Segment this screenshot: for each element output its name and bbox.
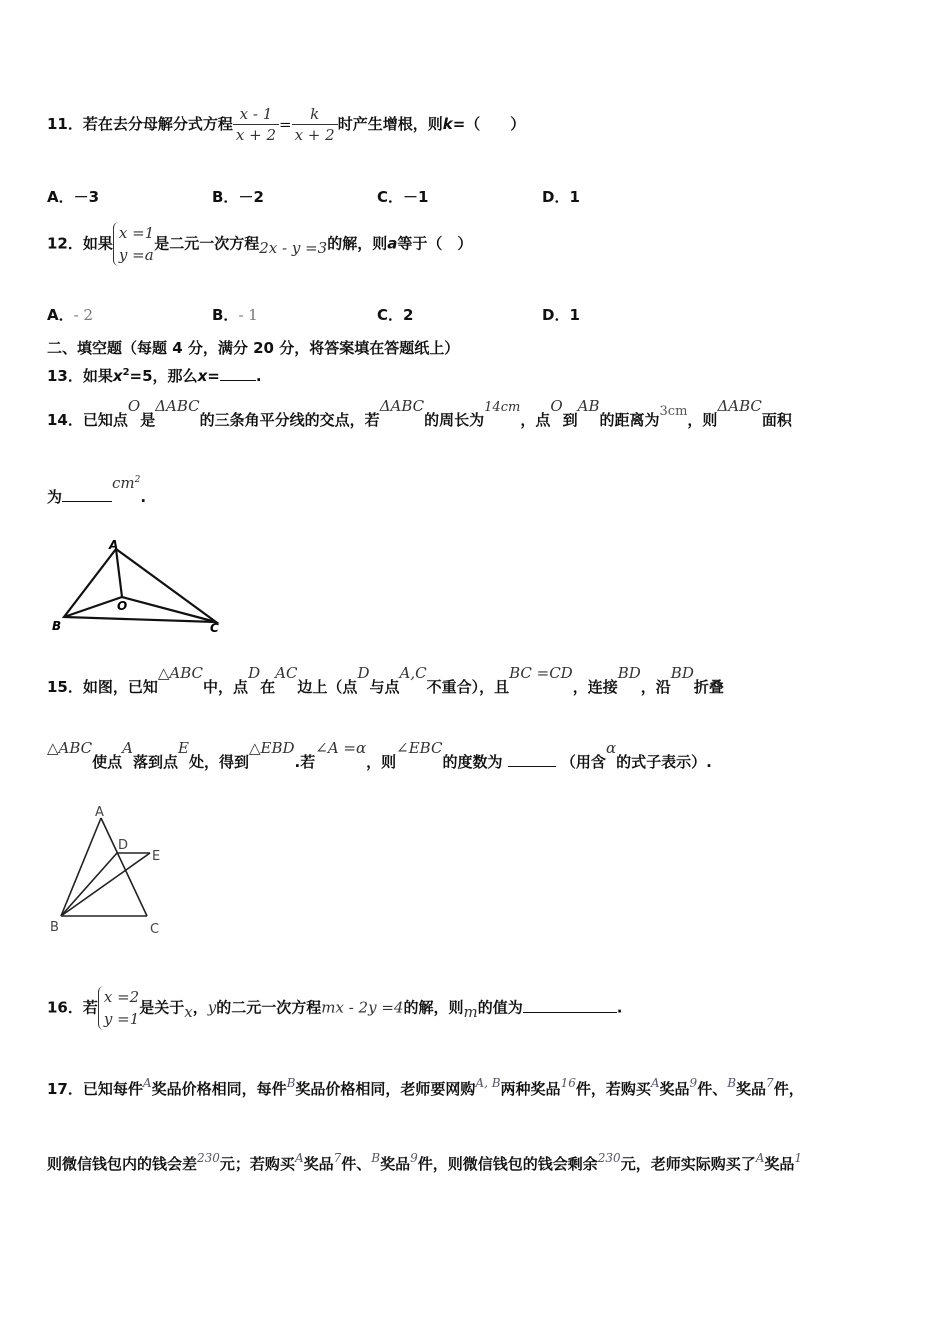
q16-t2: 是关于: [139, 998, 185, 1017]
q15-t6: 不重合），且: [426, 678, 510, 696]
q15-t4: 边上（点: [297, 678, 358, 696]
q14-t6: 到: [562, 411, 578, 429]
question-16: [47, 986, 622, 1030]
q17-l1-seg-2: 奖品价格相同，每件: [151, 1080, 287, 1098]
section-2-title: 二、填空题（每题 4 分，满分 20 分，将答案填在答题纸上）: [47, 339, 460, 357]
q15-side-ac: [101, 818, 147, 916]
q14-seg: AB: [577, 397, 600, 415]
q15-d2: D: [357, 664, 370, 682]
q15-alpha: α: [605, 739, 617, 757]
q12-option-c-label: C．: [377, 306, 404, 324]
q15-number: 15．: [47, 678, 83, 696]
q16-t5: 的值为: [477, 998, 523, 1017]
q17-l1-seg-0: 已知每件: [82, 1080, 143, 1098]
q11-option-b: [212, 186, 264, 207]
q17-l2-seg-1: 230: [197, 1151, 220, 1165]
q11-rhs-numerator: k: [292, 104, 338, 125]
q14-bisector-c: [122, 597, 216, 622]
q12-option-a-value: - 2: [73, 306, 93, 324]
q15-t5: 与点: [369, 678, 400, 696]
q12-system-line2: y =a: [118, 246, 154, 264]
q11-var: k: [442, 115, 453, 133]
q14-label-a: A: [109, 538, 119, 552]
q16-comma: ，: [192, 998, 208, 1017]
q14-t4: 的周长为: [424, 411, 485, 429]
q12-var: a: [387, 234, 398, 253]
q11-option-d: [542, 186, 580, 207]
q17-l2-seg-13: A: [755, 1151, 765, 1165]
q12-option-c-value: 2: [403, 306, 414, 324]
q12-option-c: [377, 304, 413, 325]
q13-text-mid: =5，那么: [129, 367, 198, 385]
q17-l1-seg-8: 件，若购买: [575, 1080, 651, 1098]
question-15-line2: [47, 739, 712, 772]
q12-system: [113, 222, 154, 266]
q16-answer-blank[interactable]: [523, 998, 617, 1013]
q17-l2-seg-0: 则微信钱包内的钱会差: [47, 1155, 198, 1173]
q17-l1-seg-4: 奖品价格相同，老师要网购: [295, 1080, 476, 1098]
q15-t11: 落到点: [133, 753, 179, 771]
q16-system-line1: x =2: [103, 988, 140, 1006]
q17-l2-seg-4: 奖品: [303, 1155, 334, 1173]
q14-label-o: O: [117, 599, 128, 613]
q17-l1-seg-5: A, B: [475, 1076, 501, 1090]
q14-t10: 为: [47, 488, 63, 506]
q11-option-d-value: 1: [569, 188, 580, 206]
q15-t2: 中，点: [203, 678, 249, 696]
q11-rhs-denominator: x + 2: [294, 126, 335, 144]
q13-text-before: 如果: [82, 367, 113, 385]
q14-tri2: ΔABC: [379, 397, 425, 415]
q11-lhs-denominator: x + 2: [235, 126, 276, 144]
q13-end: .: [255, 367, 262, 385]
q11-text-before: 若在去分母解分式方程: [82, 115, 233, 133]
q15-tri1: △ABC: [157, 664, 204, 682]
q15-t17: 的式子表示）.: [616, 753, 712, 771]
q16-t1: 若: [82, 998, 98, 1017]
q14-bisector-a: [116, 549, 122, 597]
q16-end: .: [616, 998, 623, 1017]
q17-l2-seg-8: 奖品: [380, 1155, 411, 1173]
q12-tail: 等于（ ）: [397, 234, 473, 253]
q17-l1-seg-9: A: [650, 1076, 660, 1090]
q12-option-d: [542, 304, 580, 325]
q12-text-after: 的解，则: [327, 234, 388, 253]
q14-t2: 是: [140, 411, 156, 429]
q12-text-mid: 是二元一次方程: [154, 234, 260, 253]
q13-number: 13．: [47, 367, 83, 385]
q17-l1-seg-1: A: [142, 1076, 152, 1090]
q14-t1: 已知点: [82, 411, 128, 429]
q16-system: [98, 986, 139, 1030]
q17-l2-seg-6: 件、: [341, 1155, 372, 1173]
q17-number: 17．: [47, 1080, 83, 1098]
q14-o2: O: [550, 397, 563, 415]
q15-e: E: [178, 739, 189, 757]
q17-l2-seg-15: 1: [794, 1151, 803, 1165]
q15-answer-blank[interactable]: [508, 752, 556, 767]
q12-system-line1: x =1: [118, 224, 155, 242]
q15-t9: 折叠: [693, 678, 724, 696]
q13-answer-blank[interactable]: [220, 366, 256, 381]
q15-t10: 使点: [92, 753, 123, 771]
q15-angle2: ∠EBC: [396, 739, 443, 757]
q12-option-b-label: B．: [212, 306, 239, 324]
q11-number: 11．: [47, 115, 83, 133]
q11-text-after: 时产生增根，则: [337, 115, 443, 133]
q14-t7: 的距离为: [599, 411, 660, 429]
q14-t8: ，则: [687, 411, 718, 429]
q14-label-c: C: [210, 621, 219, 635]
q14-perimeter: 14cm: [484, 400, 521, 415]
q14-t9: 面积: [761, 411, 792, 429]
q12-equation: 2x - y =3: [259, 238, 328, 257]
q11-equals: =: [279, 115, 292, 134]
q15-t7: ，连接: [572, 678, 618, 696]
q15-bd1: BD: [617, 664, 641, 682]
q11-tail: =（ ）: [452, 115, 526, 133]
question-17: [47, 1076, 804, 1100]
q17-l1-seg-12: 件、: [697, 1080, 728, 1098]
question-17-line2: [47, 1151, 803, 1175]
q17-l1-seg-6: 两种奖品: [500, 1080, 561, 1098]
question-11: [47, 104, 525, 145]
question-12: [47, 222, 472, 266]
q14-o1: O: [127, 397, 141, 415]
q15-d1: D: [248, 664, 261, 682]
q15-tri2: △ABC: [47, 739, 93, 757]
question-15: [47, 664, 724, 697]
q16-x: x: [184, 1002, 193, 1021]
q16-y: y: [207, 998, 217, 1017]
q17-l2-seg-10: 件，则微信钱包的钱会剩余: [417, 1155, 598, 1173]
q12-option-a-label: A．: [47, 306, 74, 324]
q15-label-b: B: [50, 920, 59, 935]
q17-l1-seg-11: 9: [689, 1076, 698, 1090]
q14-unit-text: cm: [112, 474, 135, 492]
q17-l2-seg-9: 9: [410, 1151, 418, 1165]
q14-end: .: [140, 488, 147, 506]
q11-option-c-value: －1: [403, 188, 429, 206]
q14-answer-blank[interactable]: [62, 487, 112, 502]
q15-label-e: E: [152, 849, 161, 864]
q14-tri1: ΔABC: [155, 397, 200, 415]
q15-seg1: AC: [275, 664, 298, 682]
q15-label-c: C: [150, 922, 160, 937]
q12-option-d-label: D．: [542, 306, 570, 324]
q17-l2-seg-12: 元，老师实际购买了: [620, 1155, 756, 1173]
q17-l2-seg-2: 元；若购买: [219, 1155, 295, 1173]
q15-label-d: D: [118, 838, 129, 853]
q17-l1-seg-10: 奖品: [659, 1080, 690, 1098]
q14-t5: ，点: [520, 411, 551, 429]
q12-number: 12．: [47, 234, 83, 253]
q15-a: A: [122, 739, 134, 757]
q13-expr: x: [112, 367, 123, 385]
q16-t4: 的解，则: [403, 998, 464, 1017]
q12-text-before: 如果: [82, 234, 113, 253]
q11-option-a: [47, 186, 99, 207]
q14-unit-sup: 2: [134, 475, 141, 485]
q12-option-d-value: 1: [569, 306, 580, 324]
q11-lhs-numerator: x - 1: [233, 104, 279, 125]
q15-t1: 如图，已知: [82, 678, 158, 696]
q15-t12: 处，得到: [188, 753, 249, 771]
q17-line2-text: [47, 1151, 803, 1173]
question-13: [47, 363, 262, 386]
q14-triangle-figure: [50, 538, 230, 636]
q15-t16: （用含: [560, 753, 606, 771]
q17-l2-seg-11: 230: [597, 1151, 621, 1165]
q16-m: m: [463, 1002, 478, 1021]
q15-bd2: BD: [670, 664, 694, 682]
q13-tail: =: [207, 367, 220, 385]
q12-option-b: [212, 304, 258, 325]
q13-sup: 2: [122, 367, 130, 378]
q14-label-b: B: [52, 619, 62, 633]
q15-segment-bd: [61, 853, 117, 916]
q12-option-a: [47, 304, 93, 325]
q16-t3: 的二元一次方程: [216, 998, 322, 1017]
q13-var: x: [197, 367, 208, 385]
q17-l2-seg-5: 7: [333, 1151, 342, 1165]
q15-triangle-figure: [46, 803, 176, 941]
q11-option-c-label: C．: [377, 188, 404, 206]
q17-line1: [82, 1076, 804, 1098]
question-14-line2: [47, 474, 147, 507]
q15-t13: .若: [294, 753, 316, 771]
q15-t14: ，则: [366, 753, 397, 771]
q17-l1-seg-7: 16: [560, 1076, 576, 1090]
q16-equation: mx - 2y =4: [321, 998, 404, 1017]
q17-l1-seg-13: B: [727, 1076, 737, 1090]
q12-option-b-value: - 1: [238, 306, 258, 324]
q17-l2-seg-14: 奖品: [764, 1155, 795, 1173]
q15-label-a: A: [95, 805, 104, 820]
question-14: [47, 397, 792, 432]
q11-lhs-fraction: [233, 104, 279, 145]
q15-eq: BC =CD: [509, 664, 573, 682]
q15-t15: 的度数为: [442, 753, 503, 771]
q17-l1-seg-3: B: [286, 1076, 296, 1090]
q11-option-b-value: －2: [238, 188, 264, 206]
q11-option-b-label: B．: [212, 188, 239, 206]
q11-option-c: [377, 186, 428, 207]
q14-tri3: ΔABC: [717, 397, 762, 415]
q17-l1-seg-15: 7: [766, 1076, 774, 1090]
q15-angle: ∠A =α: [315, 739, 367, 757]
q17-l1-seg-16: 件，: [773, 1080, 804, 1098]
q11-option-a-label: A．: [47, 188, 74, 206]
q15-t3: 在: [260, 678, 276, 696]
q16-system-line2: y =1: [103, 1010, 140, 1028]
q17-l2-seg-7: B: [371, 1151, 381, 1165]
q14-number: 14．: [47, 411, 83, 429]
q15-tri3: △EBD: [249, 739, 295, 757]
q16-number: 16．: [47, 998, 83, 1017]
q14-unit: [112, 474, 140, 492]
q17-l1-seg-14: 奖品: [736, 1080, 767, 1098]
q17-l2-seg-3: A: [294, 1151, 304, 1165]
q14-dist: 3cm: [659, 404, 688, 419]
q11-option-d-label: D．: [542, 188, 570, 206]
q15-ac: A,C: [399, 664, 427, 682]
q14-t3: 的三条角平分线的交点，若: [199, 411, 380, 429]
q14-triangle-abc: [64, 549, 216, 622]
q11-option-a-value: －3: [73, 188, 100, 206]
q11-rhs-fraction: [292, 104, 338, 145]
q15-t8: ，沿: [640, 678, 671, 696]
